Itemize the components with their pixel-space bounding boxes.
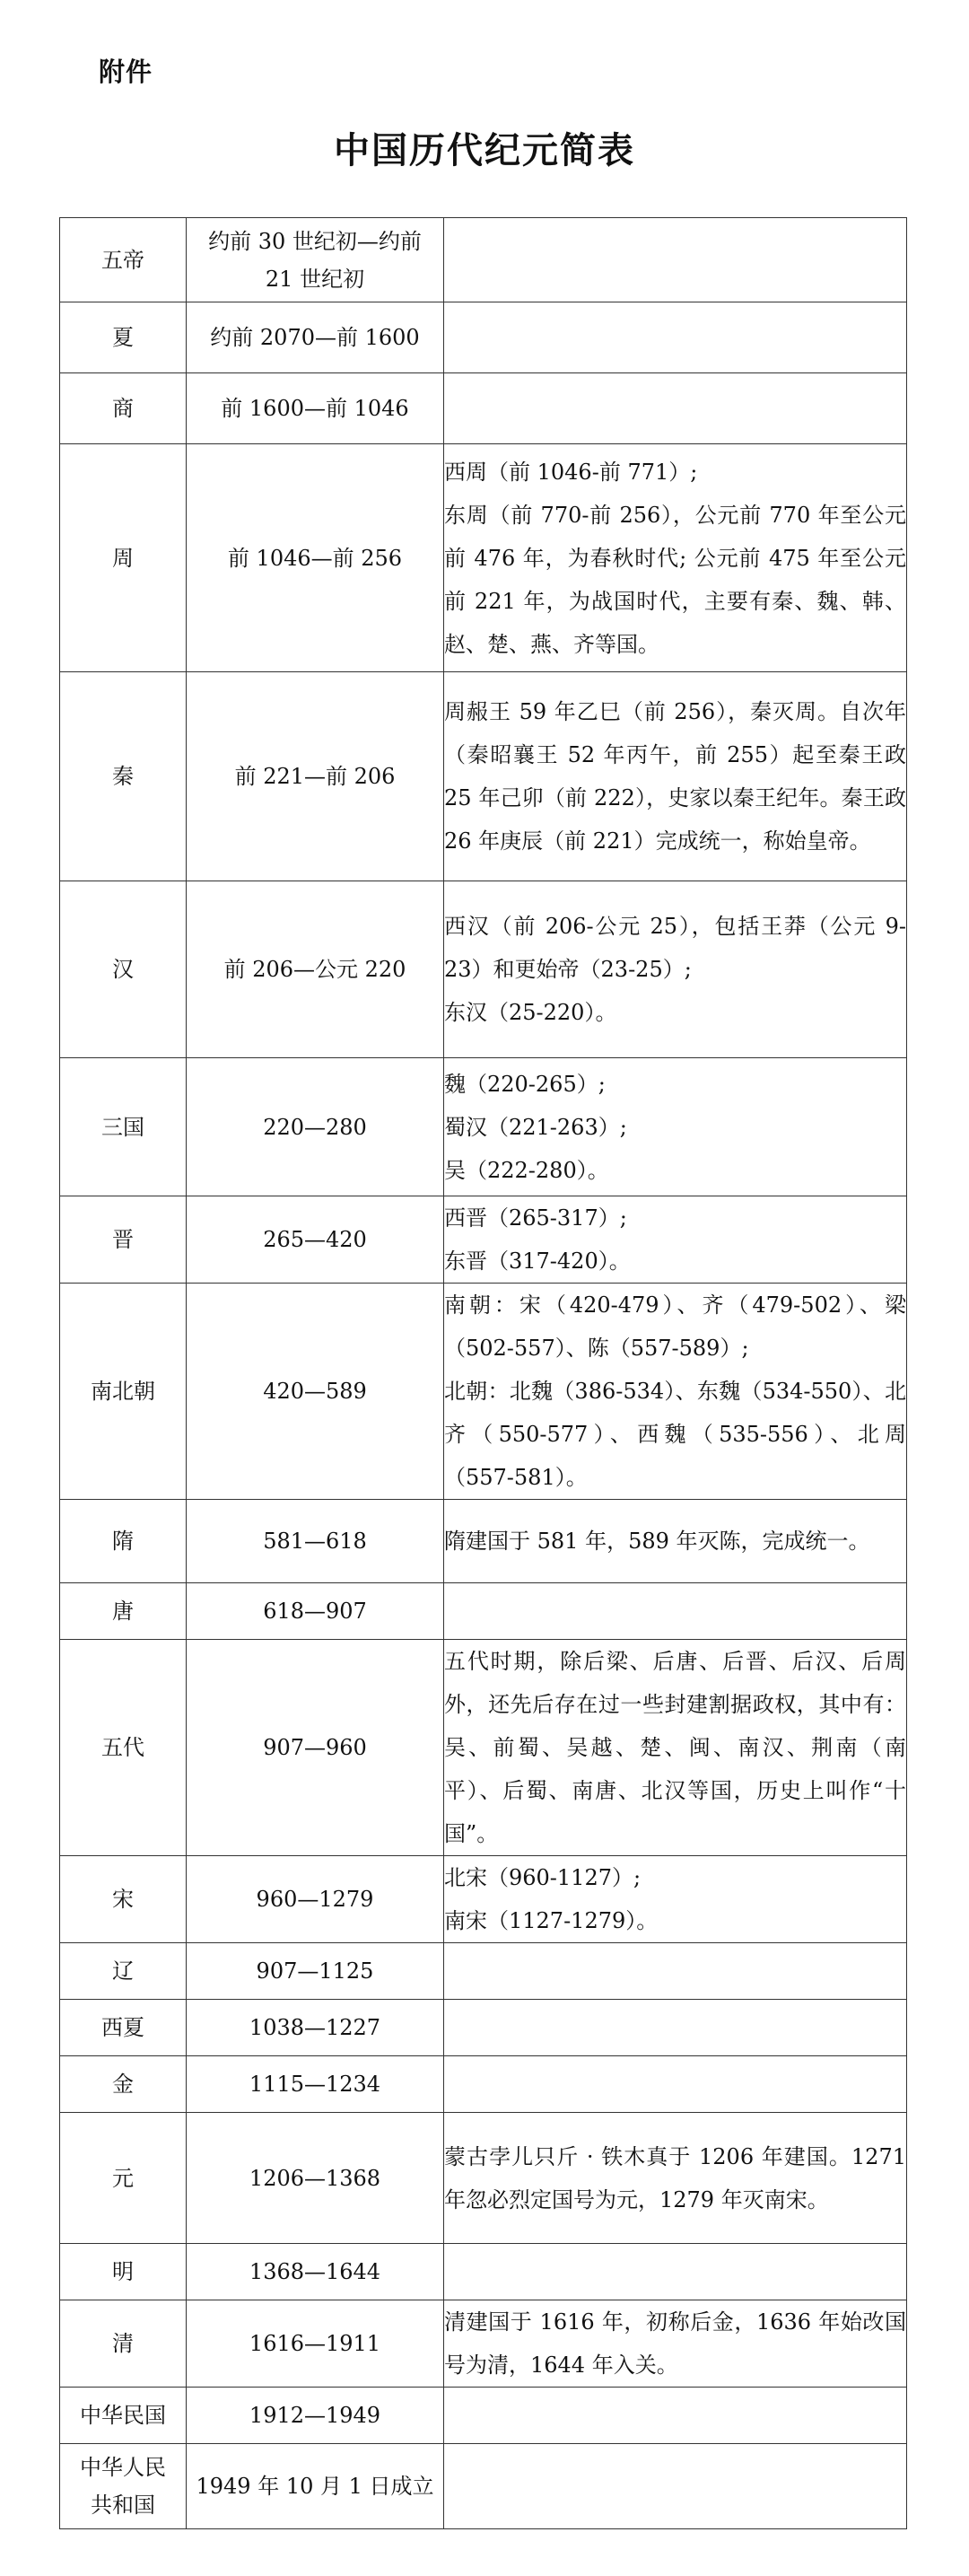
dynasty-name: 元: [112, 2165, 134, 2191]
notes-cell: [444, 302, 907, 373]
dynasty-cell: [60, 373, 187, 444]
era-range: 420—589: [263, 1379, 367, 1404]
notes-cell: [444, 672, 907, 881]
era-range: 1368—1644: [249, 2259, 381, 2284]
notes-cell: [444, 881, 907, 1058]
note-line: 北朝：北魏（386-534）、东魏（534-550）、北齐（550-577）、西魏（535-556）、北周（557-581）。: [444, 1379, 906, 1490]
era-range: 220—280: [263, 1114, 367, 1140]
era-range: 1206—1368: [249, 2165, 381, 2191]
table-row: [60, 2300, 907, 2388]
dynasty-cell: [60, 1196, 187, 1284]
era-cell: [187, 1058, 444, 1196]
dynasty-cell: [60, 881, 187, 1058]
notes-cell: [444, 1856, 907, 1943]
note-line: 周赧王 59 年乙巳（前 256），秦灭周。自次年（秦昭襄王 52 年丙午，前 255）起至秦王政 25 年己卯（前 222），史家以秦王纪年。秦王政 26 年庚辰（前 221）完成统一，称始皇帝。: [444, 699, 906, 854]
note-line: 清建国于 1616 年，初称后金，1636 年始改国号为清，1644 年入关。: [444, 2309, 906, 2378]
dynasty-name: 隋: [112, 1529, 134, 1554]
era-cell: [187, 881, 444, 1058]
era-range: 1115—1234: [249, 2072, 381, 2097]
era-cell: [187, 373, 444, 444]
dynasty-name: 中华民国: [80, 2403, 166, 2428]
era-cell: [187, 1500, 444, 1583]
era-range: 约前 2070—前 1600: [210, 325, 420, 350]
era-range: 581—618: [263, 1529, 367, 1554]
era-cell: [187, 1583, 444, 1640]
notes-cell: [444, 2388, 907, 2444]
note-line: 隋建国于 581 年，589 年灭陈，完成统一。: [444, 1529, 870, 1554]
table-row: [60, 1196, 907, 1284]
era-range: 907—1125: [256, 1958, 374, 1984]
notes-cell: [444, 2113, 907, 2244]
table-row: [60, 302, 907, 373]
era-cell: [187, 2000, 444, 2056]
era-cell: [187, 2444, 444, 2529]
table-row: [60, 1583, 907, 1640]
dynasty-cell: [60, 1943, 187, 2000]
note-line: 南宋（1127-1279）。: [444, 1908, 659, 1933]
era-range: 265—420: [263, 1227, 367, 1252]
note-line: 东晋（317-420）。: [444, 1249, 631, 1274]
era-cell: [187, 672, 444, 881]
era-range: 1616—1911: [249, 2331, 381, 2356]
notes-cell: [444, 1058, 907, 1196]
table-row: [60, 1943, 907, 2000]
dynasty-cell: [60, 1856, 187, 1943]
dynasty-name: 清: [112, 2331, 134, 2356]
dynasty-name: 金: [112, 2072, 134, 2097]
dynasty-cell: [60, 2113, 187, 2244]
table-row: [60, 1284, 907, 1500]
dynasty-cell: [60, 2244, 187, 2300]
notes-cell: [444, 444, 907, 672]
notes-cell: [444, 2244, 907, 2300]
notes-cell: [444, 1640, 907, 1856]
note-line: 西汉（前 206-公元 25），包括王莽（公元 9-23）和更始帝（23-25）;: [444, 914, 906, 982]
era-range: 约前 30 世纪初—约前 21 世纪初: [208, 228, 422, 292]
era-cell: [187, 2300, 444, 2388]
era-cell: [187, 218, 444, 302]
era-range: 618—907: [263, 1599, 367, 1624]
era-range: 1912—1949: [249, 2403, 381, 2428]
attachment-label: 附件: [99, 57, 153, 87]
note-line: 吴（222-280）。: [444, 1157, 609, 1183]
table-row: [60, 672, 907, 881]
note-line: 北宋（960-1127）;: [444, 1865, 642, 1890]
notes-cell: [444, 373, 907, 444]
dynasty-cell: [60, 302, 187, 373]
era-range: 前 1046—前 256: [227, 545, 403, 571]
era-cell: [187, 2244, 444, 2300]
notes-cell: [444, 1500, 907, 1583]
page-title: 中国历代纪元简表: [334, 130, 635, 171]
note-line: 蒙古孛儿只斤 · 铁木真于 1206 年建国。1271 年忽必烈定国号为元，1279 年灭南宋。: [444, 2143, 906, 2212]
dynasty-cell: [60, 2056, 187, 2113]
dynasty-cell: [60, 218, 187, 302]
dynasty-cell: [60, 1284, 187, 1500]
table-row: [60, 2056, 907, 2113]
table-row: [60, 1856, 907, 1943]
table-row: [60, 1058, 907, 1196]
notes-cell: [444, 1943, 907, 2000]
era-cell: [187, 302, 444, 373]
note-line: 蜀汉（221-263）;: [444, 1114, 627, 1140]
table-row: [60, 2244, 907, 2300]
notes-cell: [444, 2056, 907, 2113]
note-line: 魏（220-265）;: [444, 1071, 606, 1097]
dynasty-name: 汉: [112, 957, 134, 982]
table-row: [60, 2388, 907, 2444]
era-range: 前 206—公元 220: [223, 957, 406, 982]
note-line: 东汉（25-220）。: [444, 1000, 617, 1025]
era-range: 907—960: [263, 1735, 367, 1760]
dynasty-name: 三国: [101, 1114, 144, 1140]
dynasty-cell: [60, 1640, 187, 1856]
dynasty-name: 中华人民共和国: [80, 2455, 166, 2518]
notes-cell: [444, 218, 907, 302]
era-cell: [187, 1943, 444, 2000]
era-cell: [187, 2388, 444, 2444]
table-row: [60, 218, 907, 302]
dynasty-name: 夏: [112, 325, 134, 350]
note-line: 西晋（265-317）;: [444, 1205, 627, 1231]
era-cell: [187, 1284, 444, 1500]
era-range: 前 1600—前 1046: [221, 396, 409, 421]
dynasty-name: 唐: [112, 1599, 134, 1624]
note-line: 南朝：宋（420-479）、齐（479-502）、梁（502-557）、陈（557-589）;: [444, 1292, 906, 1361]
era-range: 1949 年 10 月 1 日成立: [196, 2474, 434, 2499]
dynasty-cell: [60, 444, 187, 672]
table-row: [60, 2113, 907, 2244]
dynasty-name: 宋: [112, 1887, 134, 1912]
chronology-table: [59, 217, 907, 2529]
era-cell: [187, 2113, 444, 2244]
dynasty-name: 秦: [112, 764, 134, 789]
notes-cell: [444, 1196, 907, 1284]
dynasty-name: 周: [112, 545, 134, 571]
dynasty-cell: [60, 1058, 187, 1196]
note-line: 西周（前 1046-前 771）;: [444, 459, 698, 485]
table-row: [60, 2000, 907, 2056]
dynasty-cell: [60, 1500, 187, 1583]
dynasty-name: 商: [112, 396, 134, 421]
table-row: [60, 881, 907, 1058]
notes-cell: [444, 2444, 907, 2529]
dynasty-cell: [60, 1583, 187, 1640]
notes-cell: [444, 1583, 907, 1640]
table-row: [60, 444, 907, 672]
dynasty-cell: [60, 2000, 187, 2056]
dynasty-name: 明: [112, 2259, 134, 2284]
era-cell: [187, 1196, 444, 1284]
era-range: 1038—1227: [249, 2015, 381, 2040]
era-range: 前 221—前 206: [234, 764, 396, 789]
era-cell: [187, 444, 444, 672]
table-row: [60, 1500, 907, 1583]
notes-cell: [444, 2300, 907, 2388]
dynasty-cell: [60, 2444, 187, 2529]
notes-cell: [444, 2000, 907, 2056]
dynasty-name: 五代: [101, 1735, 144, 1760]
dynasty-cell: [60, 672, 187, 881]
era-cell: [187, 1640, 444, 1856]
note-line: 五代时期，除后梁、后唐、后晋、后汉、后周外，还先后存在过一些封建割据政权，其中有：吴、前蜀、吴越、楚、闽、南汉、荆南（南平）、后蜀、南唐、北汉等国，历史上叫作“十国”。: [444, 1649, 906, 1846]
table-row: [60, 2444, 907, 2529]
chronology-table-body: [60, 218, 907, 2529]
dynasty-name: 西夏: [101, 2015, 144, 2040]
table-row: [60, 1640, 907, 1856]
dynasty-name: 晋: [112, 1227, 134, 1252]
table-row: [60, 373, 907, 444]
era-cell: [187, 1856, 444, 1943]
dynasty-cell: [60, 2388, 187, 2444]
dynasty-name: 辽: [112, 1958, 134, 1984]
note-line: 东周（前 770-前 256），公元前 770 年至公元前 476 年，为春秋时代; 公元前 475 年至公元前 221 年，为战国时代，主要有秦、魏、韩、赵、楚、燕、齐等国。: [444, 502, 906, 657]
era-cell: [187, 2056, 444, 2113]
dynasty-name: 南北朝: [91, 1379, 155, 1404]
notes-cell: [444, 1284, 907, 1500]
dynasty-cell: [60, 2300, 187, 2388]
era-range: 960—1279: [256, 1887, 374, 1912]
dynasty-name: 五帝: [101, 247, 144, 273]
